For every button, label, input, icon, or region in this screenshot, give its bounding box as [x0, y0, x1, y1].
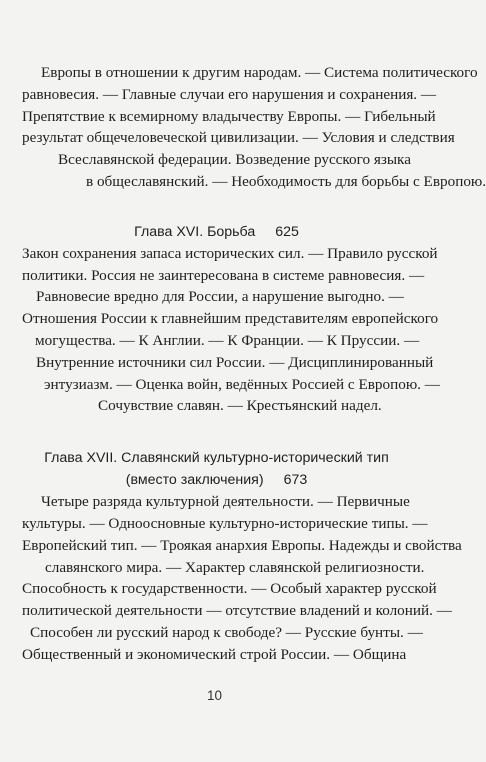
chapter-title: Глава XVI. Борьба [134, 223, 256, 240]
text-line: Всеславянской федерации. Возведение русского языка [58, 151, 411, 169]
text-line: Препятствие к всемирному владычеству Европы. — Гибельный [22, 107, 436, 125]
chapter-page-number: 625 [275, 223, 299, 240]
intro-section [22, 62, 486, 193]
text-line: Четыре разряда культурной деятельности. — Первичные [41, 493, 410, 511]
text-line: равновесия. — Главные случаи его нарушения и сохранения. — [22, 85, 437, 103]
text-line: политики. Россия не заинтересована в системе равновесия. — [22, 266, 425, 284]
text-line: Способен ли русский народ к свободе? — Русские бунты. — [30, 623, 423, 641]
text-line: Равновесие вредно для России, а нарушение выгодно. — [36, 288, 404, 306]
text-line: могущества. — К Англии. — К Франции. — К Пруссии. — [35, 331, 420, 349]
text-line: Внутренние источники сил России. — Дисциплинированный [36, 353, 434, 371]
chapter-16-heading [22, 221, 411, 243]
text-line: Отношения России к главнейшим представителям европейского [22, 310, 439, 328]
text-line: Способность к государственности. — Особый характер русской [22, 580, 437, 598]
chapter-title: Глава XVII. Славянский культурно-исторический тип [44, 450, 389, 467]
text-line: в общеславянский. — Необходимость для борьбы с Европою. [86, 172, 486, 190]
table-of-contents [22, 62, 486, 666]
text-line: энтузиазм. — Оценка войн, ведённых Россией с Европою. — [44, 375, 440, 393]
text-line: славянского мира. — Характер славянской религиозности. [45, 558, 425, 576]
text-line: Европейский тип. — Троякая анархия Европы. Надежды и свойства [22, 536, 462, 554]
chapter-subtitle: (вместо заключения) [125, 472, 264, 489]
chapter-17-summary [22, 491, 462, 665]
text-line: Сочувствие славян. — Крестьянский надел. [98, 397, 382, 415]
text-line: результат общечеловеческой цивилизации. — Условия и следствия [22, 129, 455, 147]
text-line: Закон сохранения запаса исторических сил. — Правило русской [22, 244, 438, 262]
chapter-17-heading [22, 447, 411, 491]
chapter-16-summary [22, 243, 440, 417]
page-number: 10 [206, 688, 223, 703]
text-line: Европы в отношении к другим народам. — Система политического [41, 64, 478, 81]
chapter-page-number: 673 [283, 472, 308, 489]
text-line: политической деятельности — отсутствие владений и колоний. — [22, 602, 452, 620]
text-line: культуры. — Одноосновные культурно-исторические типы. — [22, 514, 428, 532]
text-line: Общественный и экономический строй России. — Община [22, 645, 407, 663]
